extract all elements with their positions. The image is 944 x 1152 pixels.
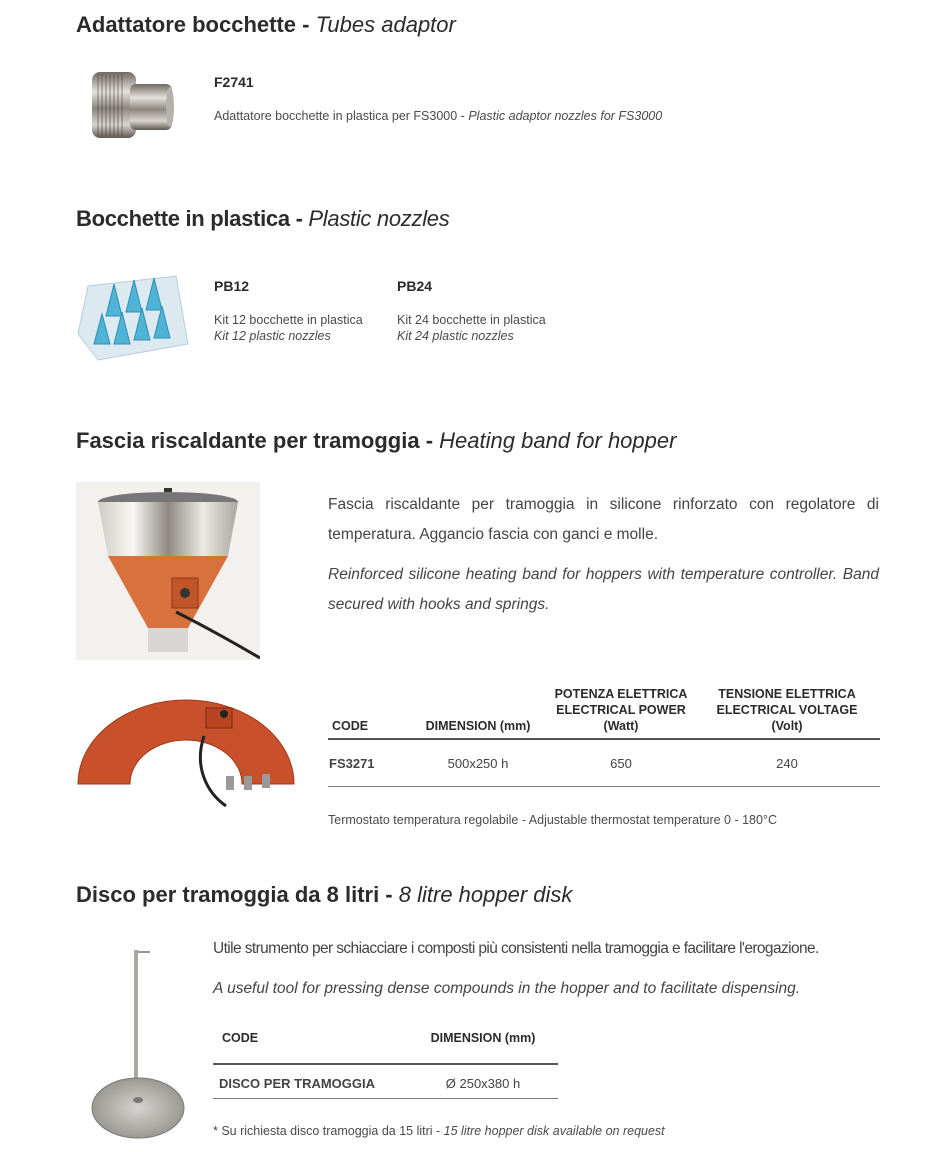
table-header-code: CODE <box>222 1031 259 1045</box>
heating-band-hopper-image <box>76 482 260 660</box>
section-title-plastic-nozzles: Bocchette in plastica - Plastic nozzles <box>76 206 450 231</box>
section-title-hopper-disk: Disco per tramoggia da 8 litri - 8 litre hopper disk <box>76 882 573 907</box>
table-row <box>328 740 880 786</box>
hopper-disk-image <box>86 944 190 1140</box>
hopper-disk-note: * Su richiesta disco tramoggia da 15 litri - 15 litre hopper disk available on request <box>213 1124 665 1138</box>
table-cell-dimension: Ø 250x380 h <box>445 1075 521 1091</box>
section-title-heating-band: Fascia riscaldante per tramoggia - Heating band for hopper <box>76 428 677 453</box>
table-cell-voltage: 240 <box>776 755 798 771</box>
product-code: PB24 <box>397 278 433 294</box>
table-header-dimension: DIMENSION (mm) <box>425 719 531 733</box>
heating-band-description-en: Reinforced silicone heating band for hoppers with temperature controller. Band secured with hooks and springs. <box>328 566 879 613</box>
table-header-code: CODE <box>332 719 369 733</box>
product-code: PB12 <box>214 278 250 294</box>
table-cell-power: 650 <box>610 755 632 771</box>
heating-band-image <box>76 696 296 812</box>
thermostat-note: Termostato temperatura regolabile - Adjustable thermostat temperature 0 - 180°C <box>328 813 777 827</box>
table-cell-code: FS3271 <box>329 755 375 771</box>
product-description: Adattatore bocchette in plastica per FS3000 - Plastic adaptor nozzles for FS3000 <box>214 109 663 123</box>
plastic-nozzles-image <box>76 270 192 366</box>
table-header-dimension: DIMENSION (mm) <box>430 1031 536 1045</box>
hopper-disk-description-en: A useful tool for pressing dense compounds in the hopper and to facilitate dispensing. <box>213 980 801 997</box>
table-header-voltage: TENSIONE ELETTRICA ELECTRICAL VOLTAGE (Volt) <box>716 687 858 733</box>
section-title-tubes-adaptor: Adattatore bocchette - Tubes adaptor <box>76 12 456 37</box>
tubes-adaptor-image <box>84 66 180 146</box>
table-bottom-rule <box>213 1098 558 1099</box>
heating-band-description-it: Fascia riscaldante per tramoggia in silicone rinforzato con regolatore di temperatura. Aggancio fascia con ganci e molle. <box>328 496 879 543</box>
hopper-disk-description-it: Utile strumento per schiacciare i composti più consistenti nella tramoggia e facilitare l'erogazione. <box>213 940 819 957</box>
product-description: Kit 12 bocchette in plastica Kit 12 plastic nozzles <box>214 313 363 343</box>
heating-band-table <box>328 684 880 740</box>
table-row <box>218 1065 558 1101</box>
table-cell-dimension: 500x250 h <box>447 755 509 771</box>
product-code: F2741 <box>214 74 254 90</box>
product-description: Kit 24 bocchette in plastica Kit 24 plastic nozzles <box>397 313 546 343</box>
hopper-disk-table <box>218 1020 558 1052</box>
table-header-power: POTENZA ELETTRICA ELECTRICAL POWER (Watt) <box>554 687 688 733</box>
table-cell-code: DISCO PER TRAMOGGIA <box>219 1075 376 1091</box>
table-bottom-rule <box>328 786 880 787</box>
